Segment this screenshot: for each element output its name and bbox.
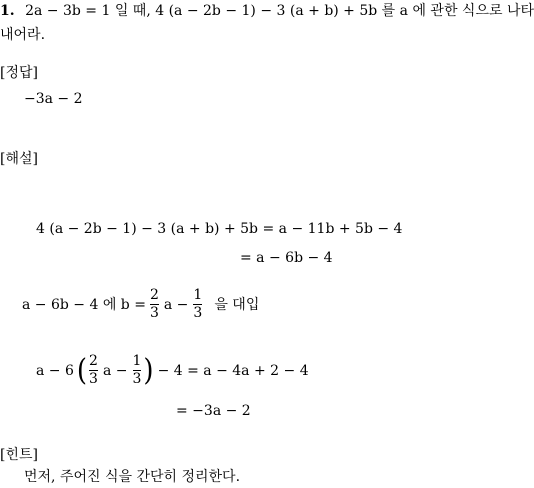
solution-step1-line2: = a − 6b − 4 — [240, 250, 333, 266]
fraction-denominator: 3 — [89, 371, 98, 388]
hint-label: [힌트] — [0, 447, 38, 463]
fraction-numerator: 1 — [193, 287, 203, 303]
substitution-suffix: 을 대입 — [214, 296, 260, 313]
step2-mid: a − — [102, 362, 128, 379]
solution-step1-line1: 4 (a − 2b − 1) − 3 (a + b) + 5b = a − 11b + 5b − 4 — [36, 221, 403, 237]
fraction-numerator: 1 — [132, 353, 142, 369]
fraction-denominator: 3 — [132, 371, 142, 388]
left-paren: ( — [76, 353, 88, 389]
substitution-fraction-1 — [150, 288, 159, 322]
solution-label: [해설] — [0, 151, 38, 167]
solution-substitution-line — [22, 288, 259, 322]
substitution-prefix: a − 6b − 4 에 b = — [22, 296, 146, 313]
substitution-mid: a − — [163, 296, 189, 313]
fraction-denominator: 3 — [193, 305, 203, 322]
step2-fraction-2 — [133, 354, 142, 388]
fraction-denominator: 3 — [149, 305, 159, 322]
problem-line-2 — [0, 28, 45, 42]
solution-step2-line1 — [36, 354, 309, 388]
problem-text-line-2: 내어라. — [0, 27, 46, 43]
substitution-fraction-2 — [193, 288, 202, 322]
hint-text: 먼저, 주어진 식을 간단히 정리한다. — [24, 469, 241, 485]
step2-fraction-1 — [89, 354, 98, 388]
step2-pre: a − 6 — [36, 362, 74, 379]
answer-label: [정답] — [0, 65, 38, 81]
problem-text-line-1: 2a − 3b = 1 일 때, 4 (a − 2b − 1) − 3 (a + b) + 5b 를 a 에 관한 식으로 나타 — [25, 3, 534, 19]
right-paren: ) — [143, 353, 154, 389]
fraction-numerator: 2 — [149, 287, 159, 303]
solution-step2-line2: = −3a − 2 — [176, 403, 251, 419]
answer-value: −3a − 2 — [24, 91, 83, 107]
problem-line-1 — [0, 4, 534, 18]
problem-number: 1. — [0, 3, 15, 19]
step2-post: − 4 = a − 4a + 2 − 4 — [157, 362, 309, 379]
fraction-numerator: 2 — [89, 353, 98, 369]
